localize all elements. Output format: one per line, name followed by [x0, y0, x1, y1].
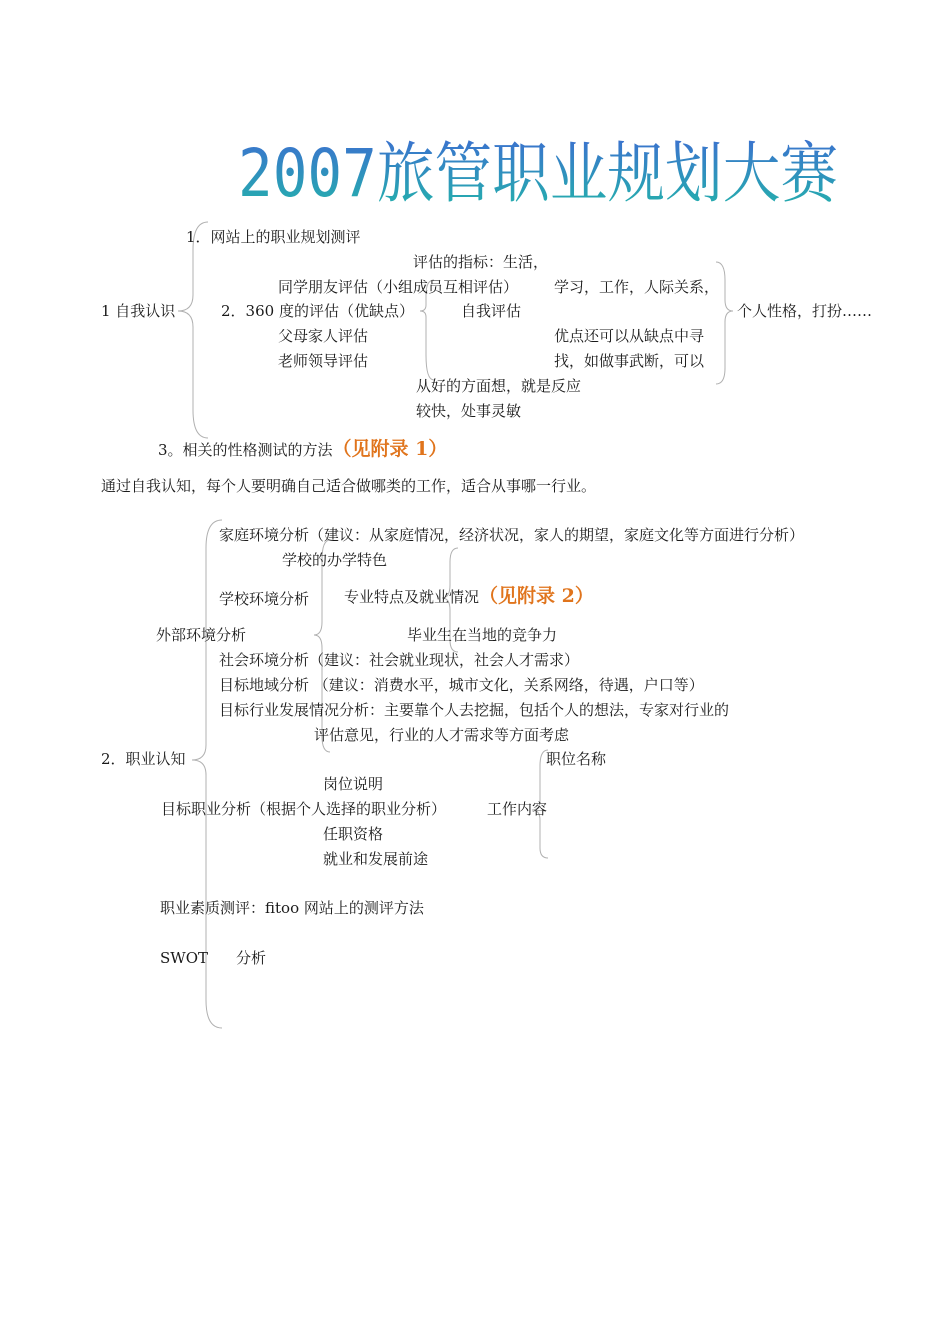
- target-job-analysis: 目标职业分析（根据个人选择的职业分析）: [161, 800, 447, 818]
- major-text: 专业特点及就业情况: [344, 588, 480, 606]
- appendix-1-ref: （见附录 1）: [332, 438, 448, 460]
- metric-line-1: 评估的指标：生活，: [413, 253, 549, 271]
- school-env: 学校环境分析: [219, 590, 310, 608]
- family-env: 家庭环境分析（建议：从家庭情况，经济状况，家人的期望，家庭文化等方面进行分析）: [219, 526, 805, 544]
- job-description: 岗位说明: [323, 775, 384, 793]
- self-item-1: 1．网站上的职业规划测评: [186, 228, 361, 246]
- industry-line-2: 评估意见，行业的人才需求等方面考虑: [314, 726, 570, 744]
- job-qualification: 任职资格: [323, 825, 384, 843]
- self-item-3: [158, 440, 447, 459]
- swot-label: SWOT: [160, 949, 208, 967]
- metric-line-2: 学习，工作，人际关系，: [554, 278, 720, 296]
- external-env: 外部环境分析: [156, 626, 247, 644]
- appendix-2-ref: （见附录 2）: [479, 585, 594, 607]
- job-content: 工作内容: [487, 800, 548, 818]
- parent-eval: 父母家人评估: [278, 327, 369, 345]
- region-analysis: 目标地域分析 （建议：消费水平，城市文化，关系网络，待遇，户口等）: [219, 676, 704, 694]
- brace-env: [314, 540, 330, 752]
- find-line-4: 较快，处事灵敏: [416, 402, 522, 420]
- metric-line-3: 个人性格，打扮……: [737, 302, 873, 320]
- quality-test: 职业素质测评：fitoo 网站上的测评方法: [160, 899, 424, 917]
- find-line-3: 从好的方面想，就是反应: [416, 377, 582, 395]
- job-future: 就业和发展前途: [323, 850, 429, 868]
- peer-eval: 同学朋友评估（小组成员互相评估）: [278, 278, 519, 296]
- title-text: 2007旅管职业规划大赛: [238, 135, 838, 212]
- find-line-1: 优点还可以从缺点中寻: [554, 327, 705, 345]
- social-env: 社会环境分析（建议：社会就业现状，社会人才需求）: [219, 651, 580, 669]
- brace-self: [178, 222, 208, 438]
- find-line-2: 找，如做事武断，可以: [554, 352, 705, 370]
- major-employment: [344, 587, 594, 606]
- self-eval: 自我评估: [461, 302, 522, 320]
- self-label: 1 自我认识: [101, 302, 176, 320]
- self-summary: 通过自我认知，每个人要明确自己适合做哪类的工作，适合从事哪一行业。: [101, 477, 597, 495]
- graduate-competition: 毕业生在当地的竞争力: [407, 626, 558, 644]
- industry-line-1: 目标行业发展情况分析：主要靠个人去挖掘，包括个人的想法，专家对行业的: [219, 701, 730, 719]
- school-feature: 学校的办学特色: [282, 551, 388, 569]
- swot-analysis: 分析: [236, 949, 267, 967]
- self-item-2: 2．360 度的评估（优缺点）: [221, 302, 414, 320]
- career-label: 2．职业认知: [101, 750, 186, 768]
- self-item-3-text: 3。相关的性格测试的方法: [158, 441, 333, 459]
- job-name: 职位名称: [546, 750, 607, 768]
- teacher-eval: 老师领导评估: [278, 352, 369, 370]
